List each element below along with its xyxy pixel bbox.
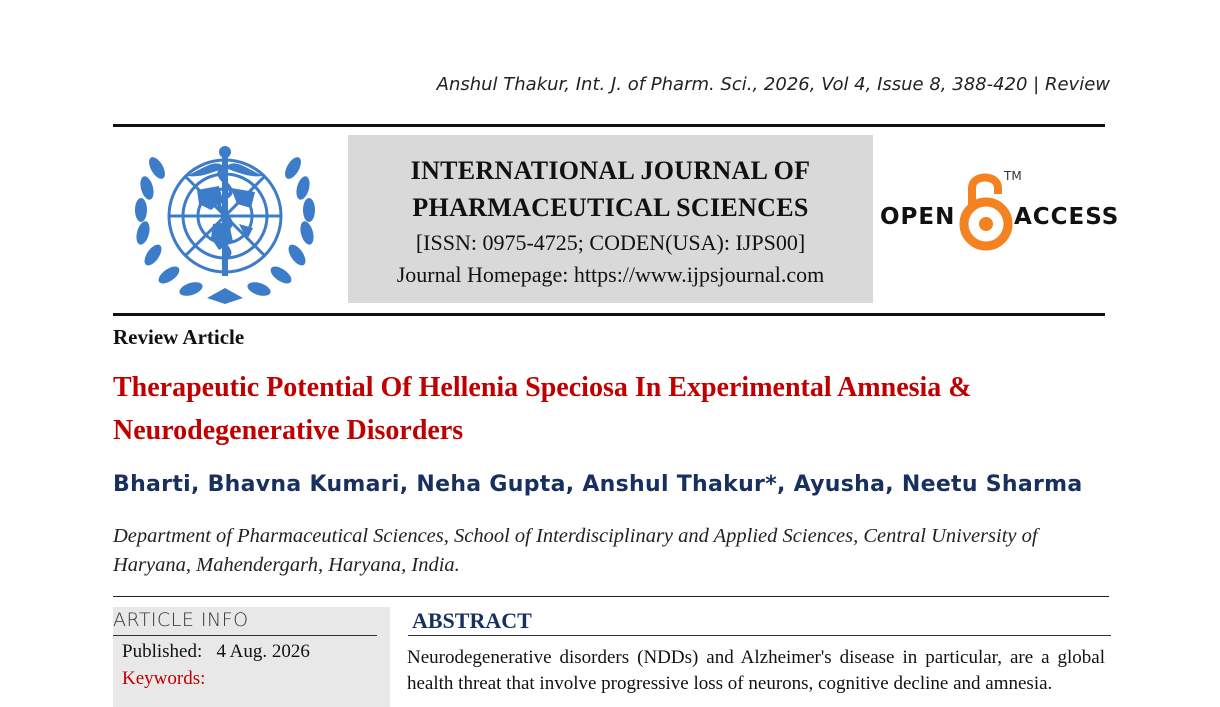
article-info-rule — [113, 635, 377, 636]
affiliation: Department of Pharmaceutical Sciences, School of Interdisciplinary and Applied Sciences, Central University of Haryana, Mahendergarh, Haryana, India. — [113, 525, 1038, 576]
section-divider — [113, 596, 1109, 597]
published-line — [122, 641, 310, 663]
journal-title-line1: INTERNATIONAL JOURNAL OF — [410, 156, 811, 185]
article-type: Review Article — [113, 325, 245, 349]
journal-logo-icon — [127, 138, 323, 308]
abstract-heading: ABSTRACT — [412, 608, 532, 633]
journal-masthead — [348, 135, 873, 303]
journal-issn: [ISSN: 0975-4725; CODEN(USA): IJPS00] — [415, 230, 806, 255]
abstract-rule — [408, 635, 1111, 636]
published-label: Published: — [122, 641, 203, 662]
journal-homepage: Journal Homepage: https://www.ijpsjournal.com — [396, 262, 825, 287]
header-rule-top — [113, 124, 1105, 127]
header-rule-bottom — [113, 313, 1105, 316]
citation-line: Anshul Thakur, Int. J. of Pharm. Sci., 2026, Vol 4, Issue 8, 388-420 | Review — [436, 74, 1110, 95]
journal-title-line2: PHARMACEUTICAL SCIENCES — [412, 193, 809, 222]
keywords-label: Keywords: — [122, 668, 206, 689]
abstract-text: Neurodegenerative disorders (NDDs) and Alzheimer's disease in particular, are a global health threat that involve progressive loss of neurons, cognitive decline and amnesia. — [407, 647, 1105, 694]
author-list: Bharti, Bhavna Kumari, Neha Gupta, Anshul Thakur*, Ayusha, Neetu Sharma — [113, 472, 1083, 497]
trademark-mark: TM — [1004, 169, 1022, 183]
article-title: Therapeutic Potential Of Hellenia Speciosa In Experimental Amnesia & Neurodegenerative Disorders — [113, 372, 972, 446]
article-info-heading: ARTICLE INFO — [113, 609, 249, 631]
open-access-logo — [880, 166, 1120, 252]
published-date: 4 Aug. 2026 — [216, 641, 310, 662]
open-access-left-text: OPEN — [880, 204, 956, 230]
open-access-right-text: ACCESS — [1014, 204, 1120, 230]
